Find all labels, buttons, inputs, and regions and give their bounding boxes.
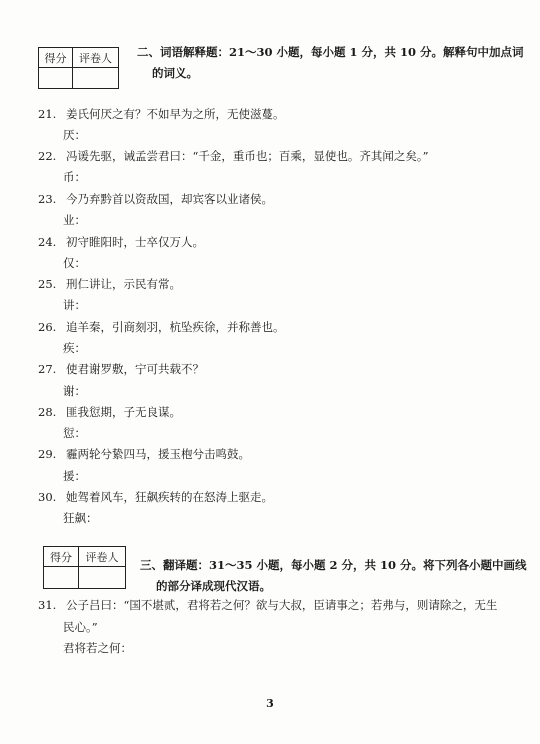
question-24: 24. 初守睢阳时，士卒仅万人。 (38, 235, 204, 249)
page-number: 3 (266, 697, 274, 710)
answer-27[interactable]: 谢： (63, 384, 86, 398)
question-25: 25. 刑仁讲让，示民有常。 (38, 277, 181, 291)
score-box-section3 (43, 546, 126, 589)
answer-29[interactable]: 援： (63, 469, 86, 483)
answer-31[interactable]: 君将若之何： (63, 641, 132, 655)
answer-26[interactable]: 疾： (63, 341, 86, 355)
question-30: 30. 她驾着风车，狂飙疾转的在怒涛上驱走。 (38, 490, 273, 504)
grader-label: 评卷人 (73, 48, 119, 68)
grader-cell[interactable] (73, 68, 119, 89)
question-27: 27. 使君谢罗敷，宁可共载不？ (38, 362, 204, 376)
grader-label: 评卷人 (79, 547, 126, 567)
question-22: 22. 冯谖先驱，诫孟尝君曰：“千金，重币也；百乘，显使也。齐其闻之矣。” (38, 149, 429, 163)
answer-22[interactable]: 币： (63, 170, 86, 184)
answer-30[interactable]: 狂飙： (63, 511, 98, 525)
score-label: 得分 (44, 547, 79, 567)
section3-heading (140, 555, 527, 597)
score-label: 得分 (39, 48, 73, 68)
question-31: 31. 公子吕曰：“国不堪贰，君将若之何？欲与大叔，臣请事之；若弗与，则请除之，无生 (38, 598, 498, 612)
section3-heading-line1: 三、翻译题：31～35 小题，每小题 2 分，共 10 分。将下列各小题中画线 (140, 558, 527, 572)
question-23: 23. 今乃弃黔首以资敌国，却宾客以业诸侯。 (38, 192, 273, 206)
question-28: 28. 匪我愆期，子无良谋。 (38, 405, 181, 419)
score-cell[interactable] (39, 68, 73, 89)
section3-heading-line2: 的部分译成现代汉语。 (156, 579, 271, 593)
score-box-section2 (38, 47, 119, 89)
answer-24[interactable]: 仅： (63, 256, 86, 270)
score-cell[interactable] (44, 567, 79, 589)
question-21: 21. 姜氏何厌之有？不如早为之所，无使滋蔓。 (38, 107, 285, 121)
question-29: 29. 霾两轮兮絷四马，援玉枹兮击鸣鼓。 (38, 447, 250, 461)
question-26: 26. 追羊秦，引商刻羽，杭坠疾徐，并称善也。 (38, 320, 285, 334)
section2-heading-line2: 的词义。 (152, 66, 198, 80)
answer-23[interactable]: 业： (63, 213, 86, 227)
answer-28[interactable]: 愆： (63, 426, 86, 440)
answer-25[interactable]: 讲： (63, 298, 86, 312)
section2-heading (137, 42, 524, 84)
section2-heading-line1: 二、词语解释题：21～30 小题，每小题 1 分，共 10 分。解释句中加点词 (137, 45, 524, 59)
question-31-line2: 民心。” (63, 620, 98, 634)
answer-21[interactable]: 厌： (63, 128, 86, 142)
grader-cell[interactable] (79, 567, 126, 589)
